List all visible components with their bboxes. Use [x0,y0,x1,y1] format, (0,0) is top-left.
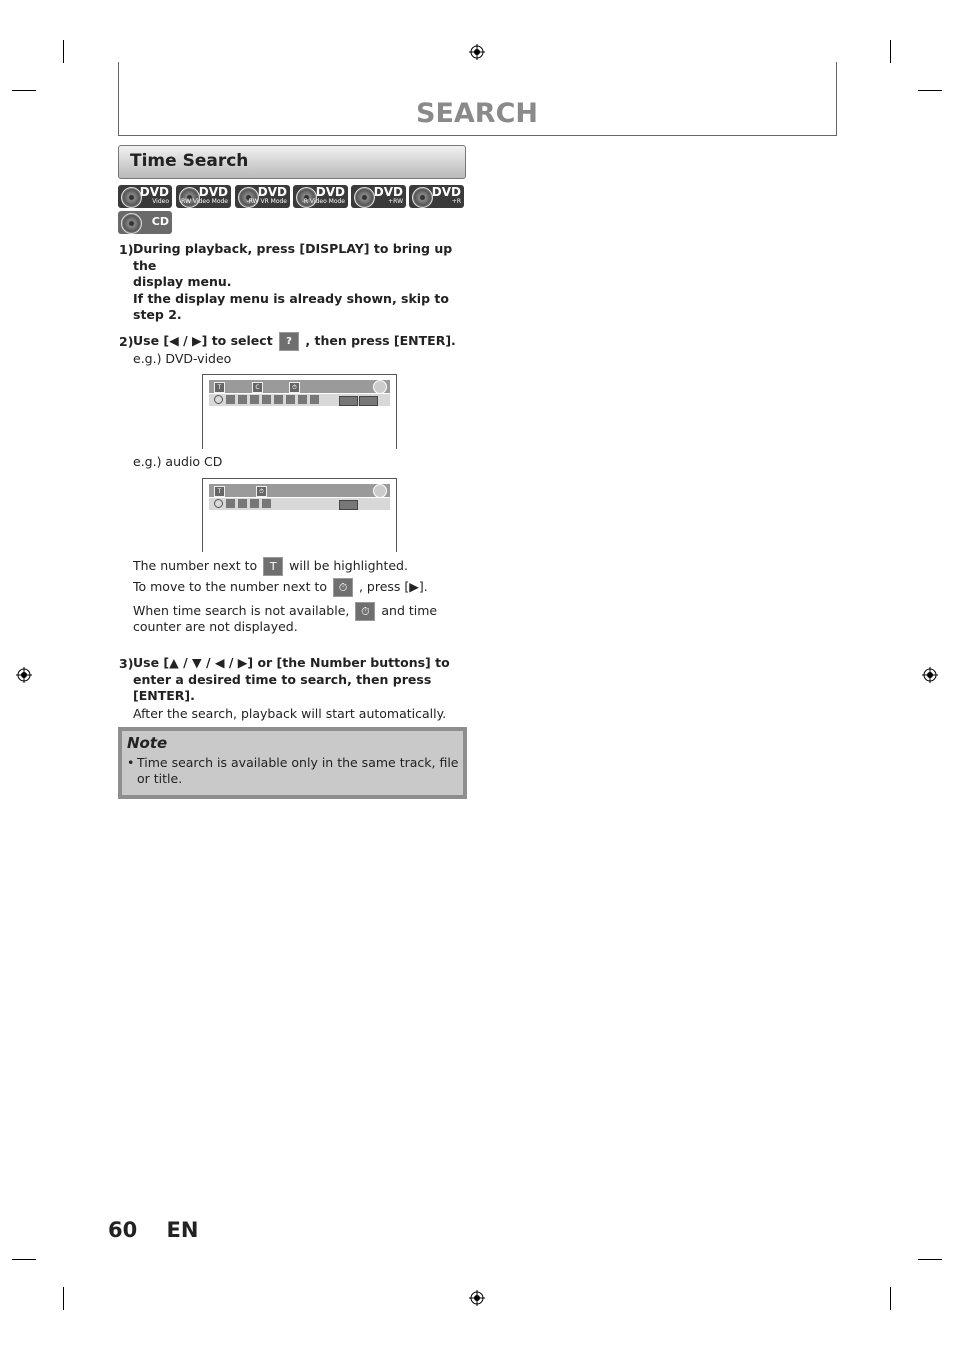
desc-text: When time search is not available, [133,603,350,618]
status-box [339,500,358,510]
step-2-post: , then press [ENTER]. [305,333,456,348]
time-icon: ⏱ [289,382,300,393]
title-icon: T [214,382,225,393]
nr-icon [286,395,295,404]
example-label: e.g.) audio CD [133,454,223,469]
desc-line [133,557,408,576]
audio-icon [226,395,235,404]
search-icon: ? [279,332,299,351]
surround-icon [262,499,271,508]
step-3-line: Use [▲ / ▼ / ◀ / ▶] or [the Number buttons] to [133,655,450,670]
status-box [359,396,378,406]
desc-text: The number next to [133,558,258,573]
language-code: EN [166,1218,199,1242]
section-title: Time Search [130,151,249,171]
time-icon: ⏱ [333,578,353,597]
repeat-icon [262,395,271,404]
note-text: Time search is available only in the same track, file or title. [137,755,459,786]
disc-icon [121,213,142,234]
disc-badge-sublabel: Video [152,198,169,205]
disc-icon [373,484,387,498]
crop-mark [12,1259,36,1260]
disc-badge-dvd-video [118,185,172,208]
title-icon: T [214,486,225,497]
zoom-icon [298,395,307,404]
disc-badge-sublabel: -RW VR Mode [246,198,287,205]
page-number [108,1218,198,1242]
note-bullet: • [127,755,135,770]
desc-text: , press [▶]. [358,579,428,594]
step-3-line: After the search, playback will start automatically. [133,705,447,721]
disc-badge-sublabel: +R [451,198,461,205]
crop-mark [918,90,942,91]
disc-badge-dvd-rw-video [176,185,231,208]
disc-badge-label: DVD [431,185,461,199]
subtitle-icon [238,395,247,404]
crop-mark [63,1287,64,1310]
time-icon: ⏱ [355,602,375,621]
icon-bar [209,498,390,510]
step-1-text [133,241,473,324]
disc-badge-dvd-r-video [293,185,348,208]
step-number: 3) [119,656,134,671]
registration-mark-icon [469,44,485,60]
disc-badge-dvd-rw-vr [235,185,290,208]
note-title: Note [127,734,168,752]
note-inner [122,731,463,795]
status-box [339,396,358,406]
registration-mark-icon [922,667,938,683]
step-1-line: If the display menu is already shown, skip to step 2. [133,290,449,322]
note-box [118,727,467,799]
section-header [118,145,466,179]
example-label: e.g.) DVD-video [133,351,232,366]
audio-icon [226,499,235,508]
crop-mark [890,40,891,63]
chapter-icon: C [252,382,263,393]
crop-mark [918,1259,942,1260]
marker-icon [274,395,283,404]
disc-badge-label: DVD [315,185,345,199]
step-number: 2) [119,334,134,349]
crop-mark [63,40,64,63]
time-icon: ⏱ [256,486,267,497]
registration-mark-icon [16,667,32,683]
disc-badge-dvd-plus-r [409,185,464,208]
step-number: 1) [119,242,134,257]
disc-badge-cd [118,211,172,234]
step-1-line: display menu. [133,274,232,289]
step-2-text [133,332,473,351]
step-3-text [133,655,478,722]
desc-text: and time [381,603,438,618]
desc-line [133,578,428,597]
disc-badge-label: CD [151,215,169,228]
disc-icon [354,187,375,208]
step-3-line: enter a desired time to search, then press [ENTER]. [133,671,432,703]
disc-badge-sublabel: -RW Video Mode [179,198,228,205]
disc-badge-label: DVD [257,185,287,199]
step-1-line: During playback, press [DISPLAY] to bring up the [133,241,453,273]
page-number-value: 60 [108,1218,138,1242]
repeat-icon [238,499,247,508]
crop-mark [890,1287,891,1310]
display-bar [209,484,390,497]
desc-text: will be highlighted. [289,558,408,573]
disc-icon [373,380,387,394]
desc-line: counter are not displayed. [133,619,298,634]
disc-badge-label: DVD [373,185,403,199]
step-2-pre: Use [◀ / ▶] to select [133,333,273,348]
disc-icon [412,187,433,208]
surround-icon [310,395,319,404]
page-title: SEARCH [416,98,538,129]
title-icon: T [263,557,283,576]
display-menu-screen-cd [202,478,397,552]
disc-badge-dvd-plus-rw [351,185,406,208]
marker-icon [250,499,259,508]
display-menu-screen-dvd [202,374,397,449]
disc-badge-sublabel: +RW [388,198,403,205]
disc-badge-label: DVD [139,185,169,199]
registration-mark-icon [469,1290,485,1306]
desc-text: To move to the number next to [133,579,328,594]
disc-badge-sublabel: -R Video Mode [301,198,345,205]
disc-badge-label: DVD [198,185,228,199]
search-icon [214,395,223,404]
angle-icon [250,395,259,404]
crop-mark [12,90,36,91]
search-icon [214,499,223,508]
